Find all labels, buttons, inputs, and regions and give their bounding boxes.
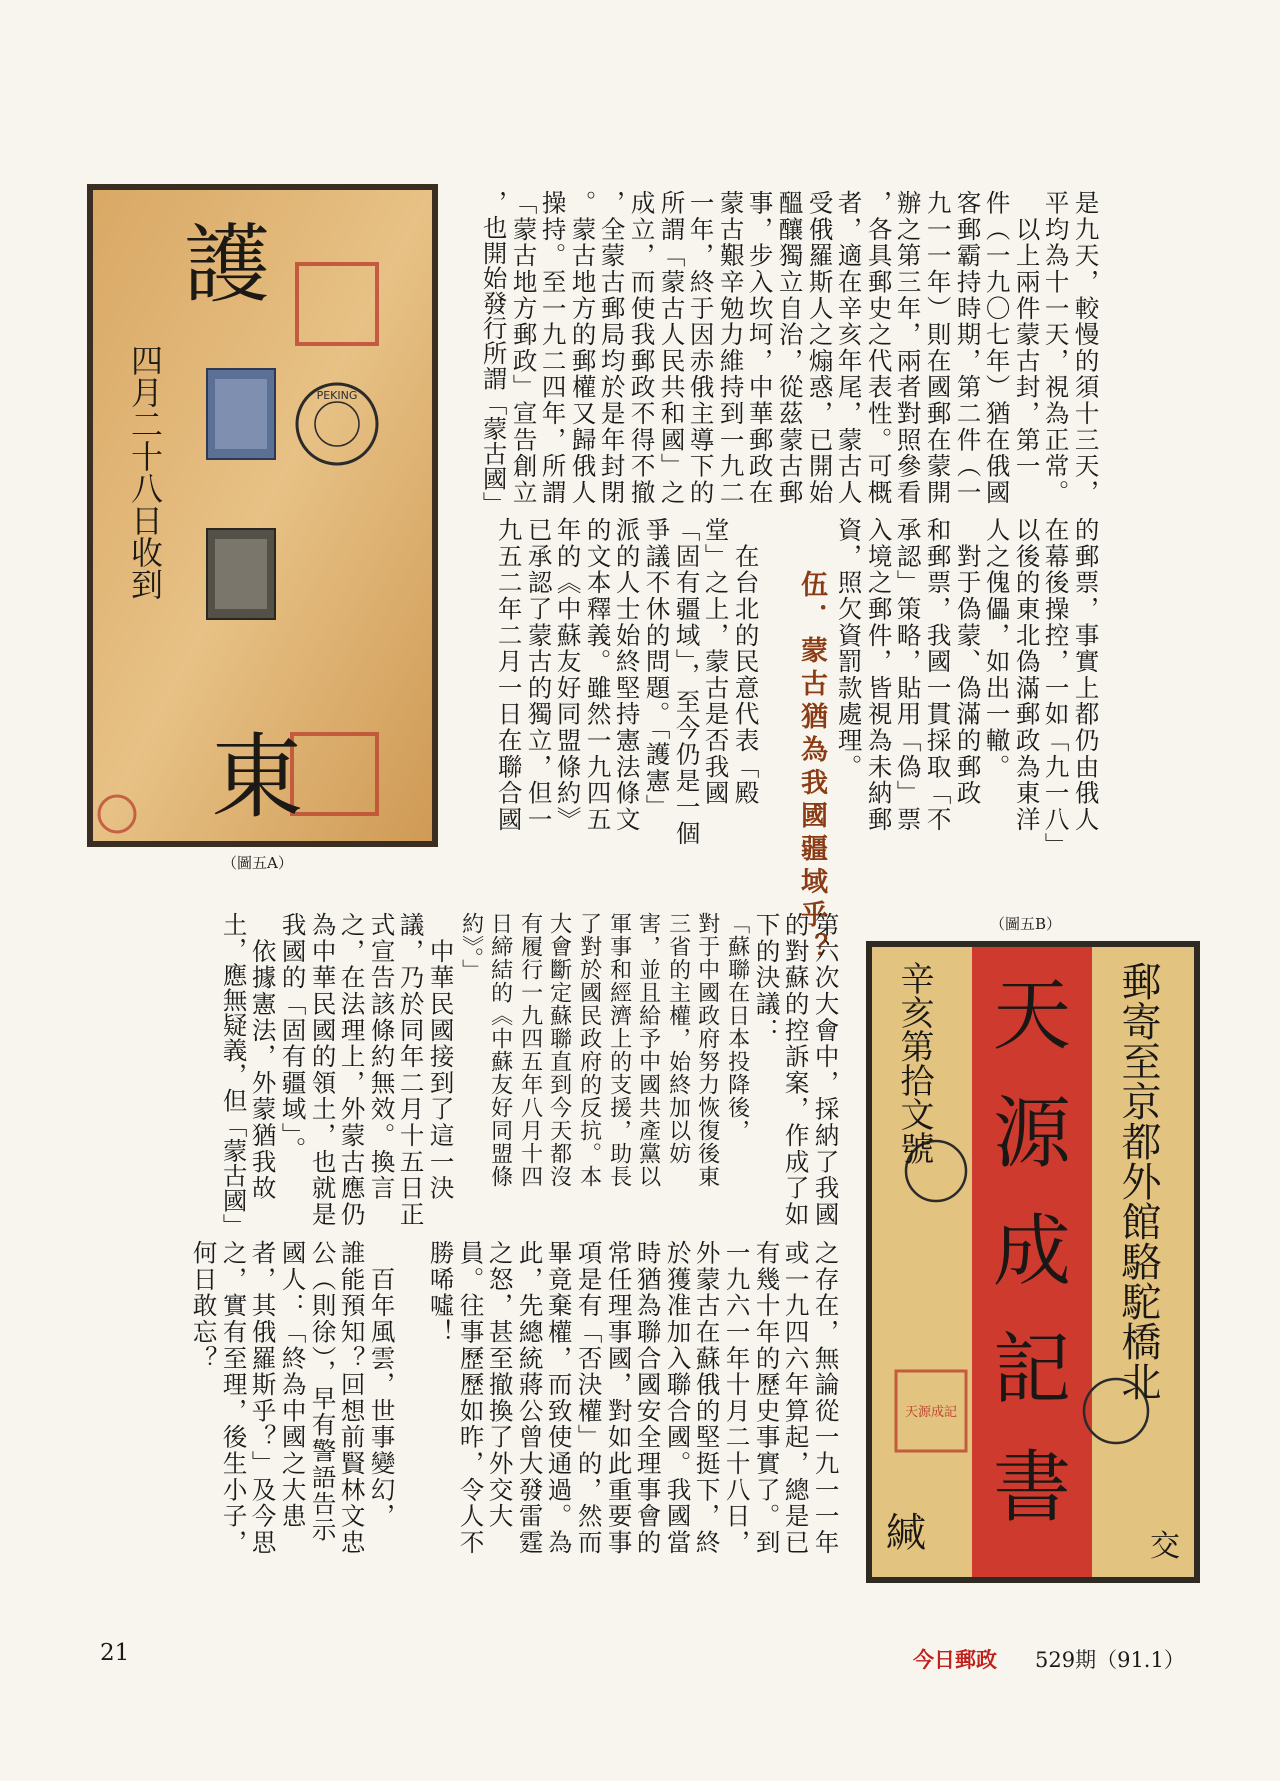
upper-text-col: 蒙古艱辛勉力維持到一九二	[716, 190, 746, 506]
upper-text-col: 資，照欠資罰款處理。	[834, 517, 864, 780]
lower-text-col: 此，先總統蔣公曾大發雷霆	[515, 1240, 545, 1556]
upper-text-col: 成立，而使我郵政不得不撤	[627, 190, 657, 506]
lower-text-col: 一九六一年十月二十八日，	[722, 1240, 752, 1556]
lower-text-col: 式宣告該條約無效。換言	[367, 912, 397, 1202]
lower-text-col: 的對蘇的控訴案，作成了如	[781, 912, 811, 1228]
envelope-5b-left-script: 辛亥第拾文號	[894, 961, 934, 1165]
resolution-quote-col: 對于中國政府努力恢復後東	[694, 912, 720, 1188]
band-char-3: 成	[992, 1207, 1071, 1297]
figure-5a	[87, 184, 438, 847]
lower-text-col: 畢竟棄權，而致使通過。為	[544, 1240, 574, 1556]
upper-text-col: 以上兩件蒙古封，第一	[1012, 190, 1042, 480]
lower-text-col: 外蒙古在蘇俄的堅挺下，終	[692, 1240, 722, 1556]
lower-text-col: 中華民國接到了這一決	[426, 912, 456, 1202]
lower-text-col: 百年風雲，世事變幻，	[367, 1240, 397, 1530]
resolution-quote-col: 三省的主權，始終加以妨	[665, 912, 691, 1165]
upper-text-col: 對于偽蒙、偽滿的郵政	[953, 517, 983, 807]
lower-text-col: 誰能預知？回想前賢林文忠	[337, 1240, 367, 1556]
page-number: 21	[100, 1640, 130, 1666]
envelope-5b-side-right: 交	[1150, 1529, 1180, 1564]
lower-text-col: 土，應無疑義，但「蒙古國」	[219, 912, 249, 1239]
upper-text-col: 爭議不休的問題。「護憲」	[642, 517, 672, 821]
upper-text-col: 醞釀獨立自治，從茲蒙古郵	[775, 190, 805, 506]
resolution-quote-col: 「蘇聯在日本投降後，	[724, 912, 750, 1142]
upper-text-col: 一年，終于因赤俄主導下的	[686, 190, 716, 506]
upper-text-col: 年的《中蘇友好同盟條約》	[553, 517, 583, 833]
upper-text-col: ，也開始發行所謂「蒙古國」	[479, 190, 509, 517]
upper-text-col: 受俄羅斯人之煽惑，已開始	[805, 190, 835, 506]
lower-text-col: 議，乃於同年二月十五日正	[396, 912, 426, 1228]
envelope-5b-right-script: 郵寄至京都外館駱駝橋北	[1115, 961, 1161, 1401]
lower-text-col: 下的決議：	[752, 912, 782, 1044]
upper-text-col: 「固有疆域」，至今仍是一個	[672, 517, 702, 847]
upper-text-col: 和郵票，我國一貫採取「不	[923, 517, 953, 833]
lower-text-col: 員。往事歷歷如昨，令人不	[456, 1240, 486, 1556]
lower-text-col: 第六次大會中，採納了我國	[811, 912, 841, 1228]
upper-text-col: 的文本釋義。雖然一九四五	[583, 517, 613, 833]
upper-text-col: 在台北的民意代表「殿	[731, 517, 761, 807]
upper-text-col: 九一一年）則在國郵在蒙開	[923, 190, 953, 506]
lower-text-col: 我國的「固有疆域」。	[278, 912, 308, 1163]
resolution-quote-col: 約》。」	[458, 912, 484, 982]
upper-text-col: 以後的東北偽滿郵政為東洋	[1012, 517, 1042, 833]
upper-text-col: 平均為十一天，視為正常。	[1041, 190, 1071, 506]
resolution-quote-col: 了對於國民政府的反抗。本	[576, 912, 602, 1188]
upper-text-col: 的郵票，事實上都仍由俄人	[1071, 517, 1101, 833]
calligraphy-top: 護	[184, 215, 270, 315]
upper-text-col: 人之傀儡，如出一轍。	[982, 517, 1012, 780]
envelope-5a-script: 四月二十八日收到	[126, 344, 164, 600]
upper-text-col: 客郵霸持時期，第二件（一	[953, 190, 983, 506]
seal-text: 天源成記	[904, 1405, 958, 1420]
upper-text-col: 。蒙古地方的郵權又歸俄人	[568, 190, 598, 506]
lower-text-col: 之，在法理上，外蒙古應仍	[337, 912, 367, 1228]
issue-label: 529期（91.1）	[1035, 1648, 1185, 1672]
lower-text-col: 於獲准加入聯合國。我國當	[663, 1240, 693, 1556]
upper-text-col: 件（一九〇七年）猶在俄國	[982, 190, 1012, 506]
lower-text-col: 公（則徐），早有警語告示	[308, 1240, 338, 1544]
red-band-text	[972, 957, 1092, 1547]
lower-text-col: 或一九四六年算起，總是已	[781, 1240, 811, 1556]
band-char-2: 源	[992, 1089, 1071, 1179]
upper-text-col: ，各具郵史之代表性。可概	[864, 190, 894, 506]
lower-text-col: 依據憲法，外蒙猶我故	[248, 912, 278, 1202]
lower-text-col: 之，實有至理，後生小子，	[219, 1240, 249, 1556]
resolution-quote-col: 日締結的《中蘇友好同盟條	[487, 912, 513, 1188]
upper-text-col: 入境之郵件，皆視為未納郵	[864, 517, 894, 833]
band-char-4: 記	[992, 1325, 1071, 1415]
figure-5a-caption: （圖五A）	[222, 854, 293, 872]
upper-text-col: 承認」策略，貼用「偽」票	[893, 517, 923, 833]
lower-text-col: 國人：「終為中國之大患	[278, 1240, 308, 1530]
upper-text-col: 九五二年二月一日在聯合國	[494, 517, 524, 833]
lower-text-col: 常任理事國，對如此重要事	[604, 1240, 634, 1556]
upper-text-col: 在幕後操控，一如「九一八」	[1041, 517, 1071, 859]
figure-5b	[866, 941, 1200, 1583]
upper-text-col: 者，適在辛亥年尾，蒙古人	[834, 190, 864, 506]
postmark-text: PEKING	[316, 389, 358, 402]
section-heading: 伍．蒙古猶為我國疆域乎？	[796, 570, 827, 966]
upper-text-col: 已承認了蒙古的獨立，但一	[524, 517, 554, 833]
upper-text-col: 所謂「蒙古人民共和國」之	[657, 190, 687, 506]
upper-text-col: 「蒙古地方郵政」宣告創立	[509, 190, 539, 506]
resolution-quote-col: 軍事和經濟上的支援，助長	[606, 912, 632, 1188]
upper-text-col: ，全蒙古郵局均於是年封閉	[597, 190, 627, 506]
upper-text-col: 辦之第三年，兩者對照參看	[893, 190, 923, 506]
band-char-5: 書	[992, 1443, 1071, 1533]
resolution-quote-col: 大會斷定蘇聯直到今天都沒	[546, 912, 572, 1188]
resolution-quote-col: 有履行一九四五年八月十四	[517, 912, 543, 1188]
upper-text-col: 是九天，較慢的須十三天，	[1071, 190, 1101, 506]
upper-text-col: 派的人士始終堅持憲法條文	[612, 517, 642, 833]
lower-text-col: 何日敢忘？	[189, 1240, 219, 1372]
envelope-5b-side-left: 緘	[886, 1510, 926, 1556]
lower-text-col: 之存在，無論從一九一一年	[811, 1240, 841, 1556]
figure-5b-caption: （圖五B）	[990, 915, 1062, 933]
upper-text-col: 事，步入坎坷，中華郵政在	[745, 190, 775, 506]
lower-text-col: 勝唏噓！	[426, 1240, 456, 1346]
lower-text-col: 時猶為聯合國安全理事會的	[633, 1240, 663, 1556]
lower-text-col: 為中華民國的領土，也就是	[308, 912, 338, 1228]
band-char-1: 天	[992, 971, 1071, 1061]
calligraphy-bottom: 東	[210, 724, 304, 831]
resolution-quote-col: 害，並且給予中國共產黨以	[635, 912, 661, 1188]
lower-text-col: 有幾十年的歷史事實了。到	[752, 1240, 782, 1556]
lower-text-col: 項是有「否決權」的，然而	[574, 1240, 604, 1556]
upper-text-col: 堂」之上，蒙古是否我國	[701, 517, 731, 807]
lower-text-col: 之怒，甚至撤換了外交大	[485, 1240, 515, 1530]
lower-text-col: 者，其俄羅斯乎？」及今思	[248, 1240, 278, 1556]
magazine-brand: 今日郵政	[913, 1647, 997, 1672]
upper-text-col: 操持。至一九二四年，所謂	[538, 190, 568, 506]
